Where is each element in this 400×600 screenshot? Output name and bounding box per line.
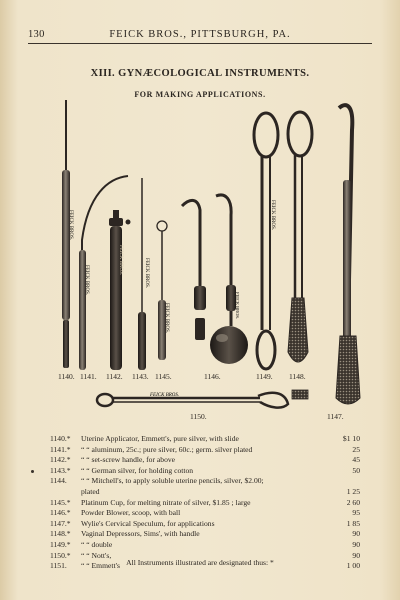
engraving-1141: FEICK BROS. xyxy=(84,265,89,296)
item-price: 90 xyxy=(352,529,360,539)
figure-label-1146: 1146. xyxy=(204,372,221,381)
item-description: Powder Blower, scoop, with ball xyxy=(81,508,181,518)
item-description: “ “ Nott's, xyxy=(81,550,112,560)
item-price: 25 xyxy=(352,444,360,454)
figure-label-1140: 1140. xyxy=(58,372,75,381)
engraving-1143: FEICK BROS. xyxy=(144,258,149,289)
powder-blower-1146 xyxy=(182,195,248,364)
item-price: $1 10 xyxy=(342,434,360,443)
list-item xyxy=(50,540,360,551)
item-number: 1145.* xyxy=(50,497,71,507)
item-price: 2 60 xyxy=(346,497,360,507)
engraving-1145: FEICK BROS. xyxy=(164,303,169,334)
item-description: “ “ double xyxy=(81,539,113,549)
item-price: 50 xyxy=(352,465,360,475)
item-number: 1147.* xyxy=(50,518,71,528)
figure-label-1149: 1149. xyxy=(256,372,273,381)
item-number: 1141.* xyxy=(50,444,71,454)
list-item xyxy=(50,508,360,519)
list-item xyxy=(50,466,360,477)
item-description: “ “ German silver, for holding cotton xyxy=(81,465,194,475)
price-list xyxy=(50,434,360,572)
figure-label-1142: 1142. xyxy=(106,372,123,381)
figure-label-1150: 1150. xyxy=(190,412,207,421)
item-description: Wylie's Cervical Speculum, for applications xyxy=(81,518,215,528)
figure-label-1145: 1145. xyxy=(155,372,172,381)
item-number: 1142.* xyxy=(50,455,71,465)
item-description: “ “ set-screw handle, for above xyxy=(81,455,176,465)
list-item xyxy=(50,434,360,445)
list-item xyxy=(50,445,360,456)
engraving-1150: FEICK BROS. xyxy=(150,393,180,398)
engraving-1142: FEICK BROS. xyxy=(118,245,123,276)
section-subtitle: FOR MAKING APPLICATIONS. xyxy=(134,90,266,99)
publisher-name: FEICK BROS., PITTSBURGH, PA. xyxy=(109,29,291,40)
speculum-1147 xyxy=(336,105,360,404)
applicator-1143 xyxy=(138,178,149,370)
item-description: Platinum Cup, for melting nitrate of silver, $1.85 ; large xyxy=(81,497,251,507)
page-number: 130 xyxy=(28,29,45,40)
item-description: “ “ Mitchell's, to apply soluble uterine pencils, silver, $2.00; xyxy=(81,476,264,486)
item-price: 1 00 xyxy=(346,561,360,571)
list-item xyxy=(50,476,360,487)
item-price: 95 xyxy=(352,508,360,518)
platinum-cup-1145 xyxy=(157,221,169,360)
figure-label-1141: 1141. xyxy=(80,372,97,381)
list-item xyxy=(50,529,360,540)
item-number: 1151. xyxy=(50,561,67,571)
engraving-1146: FEICK BROS. xyxy=(235,292,240,320)
footer-note: All Instruments illustrated are designated thus: * xyxy=(126,558,274,567)
applicator-1140 xyxy=(62,100,73,368)
item-description: “ “ Emmett's xyxy=(81,561,120,571)
item-price: 90 xyxy=(352,539,360,549)
depressor-1148 xyxy=(288,112,312,362)
list-item xyxy=(50,487,360,498)
figure-label-1143: 1143. xyxy=(132,372,149,381)
list-item xyxy=(50,519,360,530)
list-item xyxy=(50,455,360,466)
item-price: 1 25 xyxy=(346,486,360,496)
list-item xyxy=(50,498,360,509)
item-description: “ “ aluminum, 25c.; pure silver, 60c.; germ. silver plated xyxy=(81,444,253,454)
item-number: 1144. xyxy=(50,476,67,486)
item-description: Vaginal Depressors, Sims', with handle xyxy=(81,529,200,539)
depressor-1150 xyxy=(97,390,308,408)
item-description: plated xyxy=(81,486,100,496)
item-number: 1140.* xyxy=(50,434,71,443)
figure-label-1148: 1148. xyxy=(289,372,306,381)
handle-1142 xyxy=(109,210,131,370)
item-price: 1 85 xyxy=(346,518,360,528)
engraving-1140: FEICK BROS. xyxy=(68,210,73,241)
margin-dot xyxy=(31,470,34,473)
section-title: XIII. GYNÆCOLOGICAL INSTRUMENTS. xyxy=(90,68,310,79)
figure-label-1147: 1147. xyxy=(327,412,344,421)
item-number: 1149.* xyxy=(50,539,71,549)
item-number: 1143.* xyxy=(50,465,71,475)
item-number: 1150.* xyxy=(50,550,71,560)
depressor-1149 xyxy=(254,113,278,369)
item-description: Uterine Applicator, Emmett's, pure silver, with slide xyxy=(81,434,239,443)
item-price: 45 xyxy=(352,455,360,465)
item-price: 90 xyxy=(352,550,360,560)
item-number: 1148.* xyxy=(50,529,71,539)
item-number: 1146.* xyxy=(50,508,71,518)
engraving-1149: FEICK BROS. xyxy=(270,200,275,231)
